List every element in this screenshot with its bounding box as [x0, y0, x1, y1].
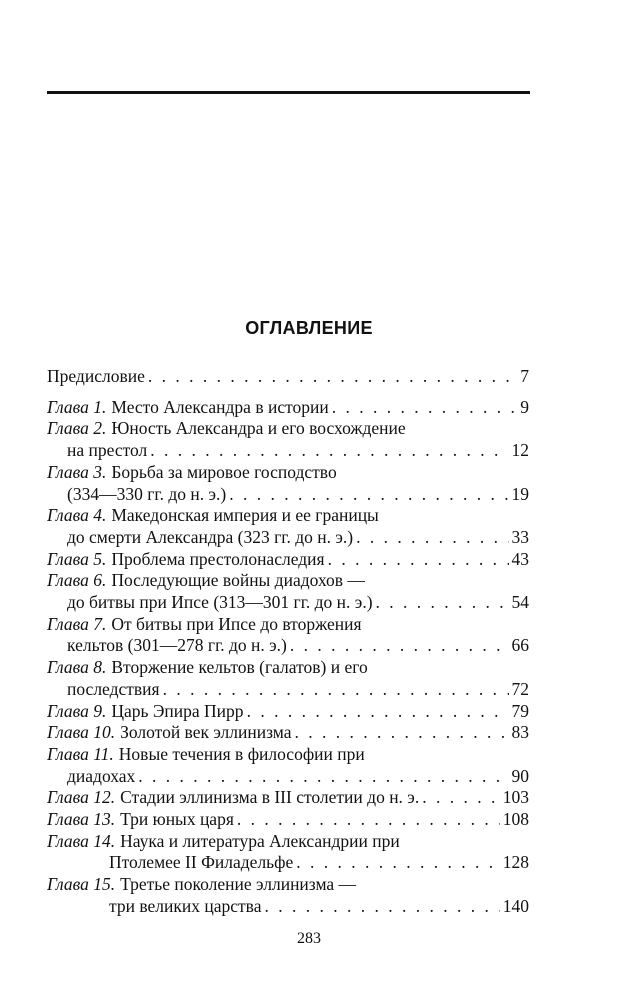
chapter-title-line: три великих царства [109, 895, 262, 916]
toc-entry-chapter-14[interactable] [47, 831, 529, 874]
dot-leader [163, 679, 509, 701]
dot-leader [148, 366, 517, 388]
toc-page-number: 140 [502, 895, 529, 916]
toc-page-number: 12 [511, 440, 529, 461]
chapter-title-line: Вторжение кельтов (галатов) и его [111, 657, 368, 678]
dot-leader [229, 484, 508, 506]
chapter-label: Глава 4. [47, 505, 107, 526]
chapter-title-line: Место Александра в истории [111, 396, 329, 417]
toc-page-number: 103 [502, 787, 529, 808]
chapter-title-line: Три юных царя [120, 809, 234, 830]
chapter-title-line: Юность Александра и его восхождение [111, 418, 406, 439]
toc-page-number: 128 [502, 852, 529, 873]
dot-leader [376, 592, 509, 614]
toc-entry-chapter-6[interactable] [47, 570, 529, 613]
chapter-label: Глава 13. [47, 809, 116, 830]
toc-page-number: 90 [511, 765, 529, 786]
chapter-title-line: Проблема престолонаследия [111, 548, 325, 569]
chapter-label: Глава 12. [47, 787, 116, 808]
chapter-label: Глава 3. [47, 461, 107, 482]
toc-page-number: 19 [511, 483, 529, 504]
chapter-label: Глава 15. [47, 874, 116, 895]
chapter-title-line: От битвы при Ипсе до вторжения [111, 613, 362, 634]
dot-leader [295, 722, 509, 744]
chapter-label: Глава 7. [47, 613, 107, 634]
chapter-title-line: до битвы при Ипсе (313—301 гг. до н. э.) [67, 592, 373, 613]
chapter-title-line: Борьба за мировое господство [111, 461, 337, 482]
dot-leader [264, 896, 499, 918]
toc-page-number: 54 [511, 592, 529, 613]
toc-entry-chapter-2[interactable] [47, 418, 529, 461]
chapter-label: Глава 11. [47, 743, 114, 764]
dot-leader [237, 809, 500, 831]
chapter-label: Глава 8. [47, 657, 107, 678]
toc-entry-chapter-5[interactable] [47, 549, 529, 571]
chapter-title-line: (334—330 гг. до н. э.) [67, 483, 227, 504]
chapter-title-line: Золотой век эллинизма [120, 722, 292, 743]
toc-entry-chapter-8[interactable] [47, 657, 529, 700]
toc-page-number: 7 [520, 366, 529, 386]
chapter-title-line: последствия [67, 678, 160, 699]
toc-entry-chapter-3[interactable] [47, 462, 529, 505]
dot-leader [247, 701, 509, 723]
dot-leader [332, 397, 518, 419]
page-number: 283 [297, 930, 321, 947]
toc-entry-chapter-1[interactable] [47, 397, 529, 419]
chapter-title-line: Новые течения в философии при [118, 743, 365, 764]
chapter-title-line: Птолемее II Филадельфе [109, 852, 294, 873]
table-of-contents [47, 366, 529, 918]
toc-entry-title: Предисловие [47, 366, 145, 386]
toc-page-number: 33 [511, 526, 529, 547]
dot-leader [138, 766, 508, 788]
chapter-label: Глава 2. [47, 418, 107, 439]
toc-page-number: 79 [511, 700, 529, 721]
toc-entry-preface[interactable] [47, 366, 529, 388]
dot-leader [328, 549, 509, 571]
chapter-label: Глава 14. [47, 830, 116, 851]
chapter-title-line: Македонская империя и ее границы [111, 505, 379, 526]
toc-heading: ОГЛАВЛЕНИЕ [245, 318, 373, 338]
toc-page-number: 66 [511, 635, 529, 656]
top-rule [47, 91, 530, 94]
toc-entry-chapter-4[interactable] [47, 505, 529, 548]
chapter-label: Глава 10. [47, 722, 116, 743]
toc-entry-chapter-11[interactable] [47, 744, 529, 787]
chapter-title-line: Стадии эллинизма в III столетии до н. э. [120, 787, 420, 808]
toc-entry-chapter-12[interactable] [47, 787, 529, 809]
toc-page-number: 72 [511, 678, 529, 699]
chapter-title-line: на престол [67, 440, 148, 461]
chapter-label: Глава 5. [47, 548, 107, 569]
chapter-title-line: диадохах [67, 765, 136, 786]
dot-leader [356, 527, 508, 549]
toc-page-number: 108 [502, 809, 529, 830]
toc-entry-chapter-13[interactable] [47, 809, 529, 831]
toc-entry-chapter-15[interactable] [47, 874, 529, 917]
chapter-label: Глава 9. [47, 700, 107, 721]
dot-leader [290, 635, 509, 657]
chapter-list [47, 397, 529, 918]
chapter-label: Глава 6. [47, 570, 107, 591]
chapter-title-line: Царь Эпира Пирр [111, 700, 244, 721]
chapter-title-line: Последующие войны диадохов — [111, 570, 365, 591]
dot-leader [150, 440, 508, 462]
chapter-title-line: Наука и литература Александрии при [120, 830, 400, 851]
toc-page-number: 43 [511, 548, 529, 569]
chapter-label: Глава 1. [47, 396, 107, 417]
toc-entry-chapter-9[interactable] [47, 701, 529, 723]
toc-page-number: 83 [511, 722, 529, 743]
dot-leader [422, 787, 500, 809]
toc-entry-chapter-7[interactable] [47, 614, 529, 657]
toc-page-number: 9 [520, 396, 529, 417]
chapter-title-line: кельтов (301—278 гг. до н. э.) [67, 635, 287, 656]
toc-entry-chapter-10[interactable] [47, 722, 529, 744]
chapter-title-line: до смерти Александра (323 гг. до н. э.) [67, 526, 354, 547]
dot-leader [296, 852, 499, 874]
chapter-title-line: Третье поколение эллинизма — [120, 874, 357, 895]
